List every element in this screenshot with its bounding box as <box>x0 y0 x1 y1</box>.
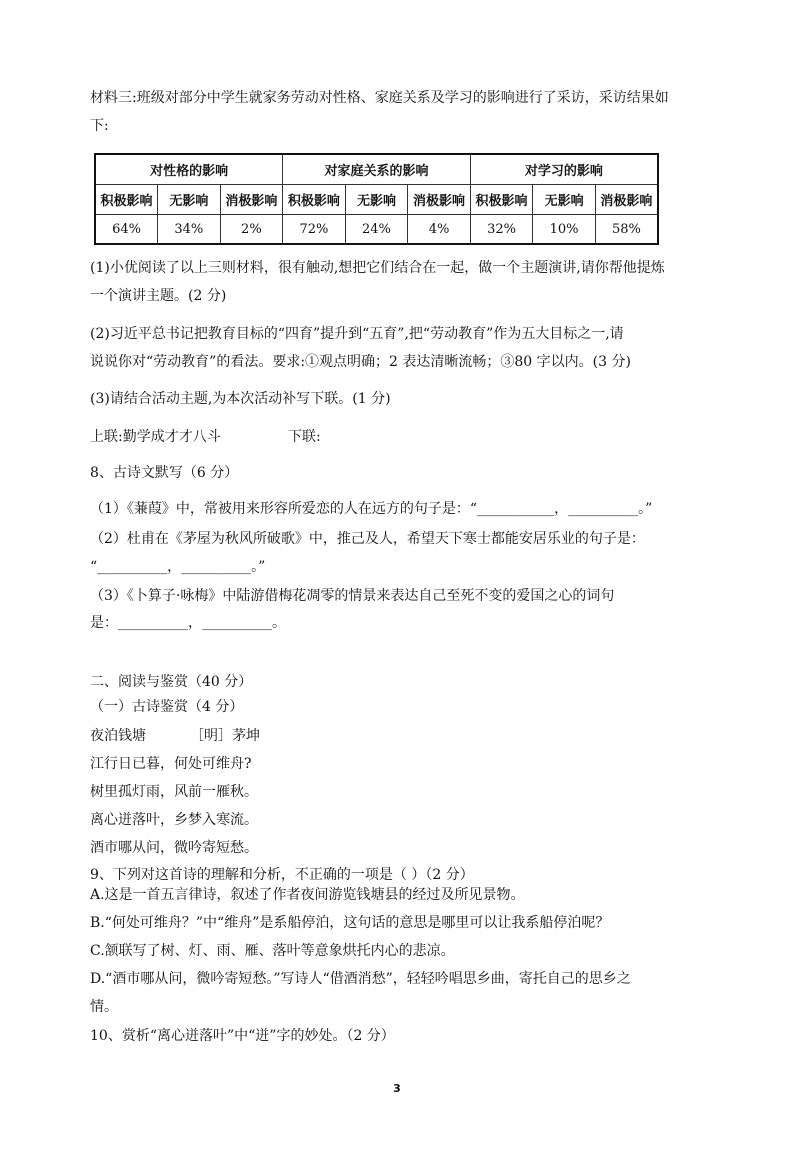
poem-title: 夜泊钱塘 <box>90 728 146 744</box>
q9-option-d-line2: 情。 <box>90 999 118 1015</box>
q3-lower-couplet: 下联: <box>288 429 321 445</box>
subheader-cell: 积极影响 <box>283 185 346 215</box>
subheader-cell: 积极影响 <box>95 185 158 215</box>
q9-stem: 9、下列对这首诗的理解和分析，不正确的一项是（ ）（2 分） <box>90 867 474 883</box>
q9-option-b: B.“何处可维舟？”中“维舟”是系船停泊，这句话的意思是哪里可以让我系船停泊呢？ <box>90 915 610 931</box>
q3-line1: (3)请结合活动主题,为本次活动补写下联。(1 分) <box>90 391 391 407</box>
poem-line: 树里孤灯雨，风前一雁秋。 <box>90 784 258 800</box>
q8-item3-line2: 是：__________，__________。 <box>90 615 286 631</box>
subheader-cell: 无影响 <box>533 185 596 215</box>
subheader-cell: 消极影响 <box>220 185 283 215</box>
q10-stem: 10、赏析“离心迸落叶”中“迸”字的妙处。（2 分） <box>90 1028 395 1044</box>
poem-line: 江行日已暮，何处可维舟? <box>90 756 252 772</box>
section2-sub1: （一）古诗鉴赏（4 分） <box>90 699 244 715</box>
subheader-cell: 消极影响 <box>595 185 658 215</box>
q1-line2: 一个演讲主题。(2 分) <box>90 288 227 304</box>
q9-option-d-line1: D.“酒市哪从问，微吟寄短愁。”写诗人“借酒消愁”，轻轻吟唱思乡曲，寄托自己的思乡之 <box>90 971 631 987</box>
poem-author: ［明］茅坤 <box>190 728 260 744</box>
subheader-cell: 消极影响 <box>408 185 471 215</box>
subheader-cell: 无影响 <box>158 185 221 215</box>
q1-line1: (1)小优阅读了以上三则材料，很有触动,想把它们结合在一起，做一个主题演讲,请你帮他提炼 <box>90 260 665 276</box>
subheader-cell: 积极影响 <box>470 185 533 215</box>
material3-line1: 材料三:班级对部分中学生就家务劳动对性格、家庭关系及学习的影响进行了采访，采访结果如 <box>90 90 669 106</box>
value-cell: 2% <box>220 215 283 245</box>
q8-title: 8、古诗文默写（6 分） <box>90 465 239 481</box>
q2-line2: 说说你对“劳动教育”的看法。要求:①观点明确；2 表达清晰流畅；③80 字以内。(3 分) <box>90 354 631 370</box>
value-cell: 24% <box>345 215 408 245</box>
value-cell: 10% <box>533 215 596 245</box>
q8-item2-line1: （2）杜甫在《茅屋为秋风所破歌》中，推己及人，希望天下寒士都能安居乐业的句子是： <box>90 531 645 547</box>
section2-title: 二、阅读与鉴赏（40 分） <box>90 674 253 690</box>
q8-item1: （1）《蒹葭》中，常被用来形容所爱恋的人在远方的句子是：“___________，__________。” <box>90 501 653 517</box>
page-number: 3 <box>393 1082 401 1095</box>
value-cell: 64% <box>95 215 158 245</box>
value-cell: 72% <box>283 215 346 245</box>
q9-option-c: C.颔联写了树、灯、雨、雁、落叶等意象烘托内心的悲凉。 <box>90 943 455 959</box>
poem-line: 酒市哪从问，微吟寄短愁。 <box>90 840 258 856</box>
q9-option-a: A.这是一首五言律诗，叙述了作者夜间游览钱塘县的经过及所见景物。 <box>90 887 525 903</box>
q8-item3-line1: （3）《卜算子·咏梅》中陆游借梅花凋零的情景来表达自己至死不变的爱国之心的词句 <box>90 588 615 604</box>
q3-upper-couplet: 上联:勤学成才才八斗 <box>90 429 221 445</box>
value-cell: 34% <box>158 215 221 245</box>
group-header-study: 对学习的影响 <box>470 154 658 185</box>
value-cell: 4% <box>408 215 471 245</box>
value-cell: 32% <box>470 215 533 245</box>
value-cell: 58% <box>595 215 658 245</box>
survey-table <box>94 153 659 245</box>
group-header-personality: 对性格的影响 <box>95 154 283 185</box>
q2-line1: (2)习近平总书记把教育目标的“四育”提升到“五育”,把“劳动教育”作为五大目标之一,请 <box>90 326 624 342</box>
poem-line: 离心迸落叶，乡梦入寒流。 <box>90 812 258 828</box>
subheader-cell: 无影响 <box>345 185 408 215</box>
material3-line2: 下: <box>90 118 109 134</box>
group-header-family: 对家庭关系的影响 <box>283 154 471 185</box>
q8-item2-line2: “__________，__________。” <box>90 559 266 575</box>
